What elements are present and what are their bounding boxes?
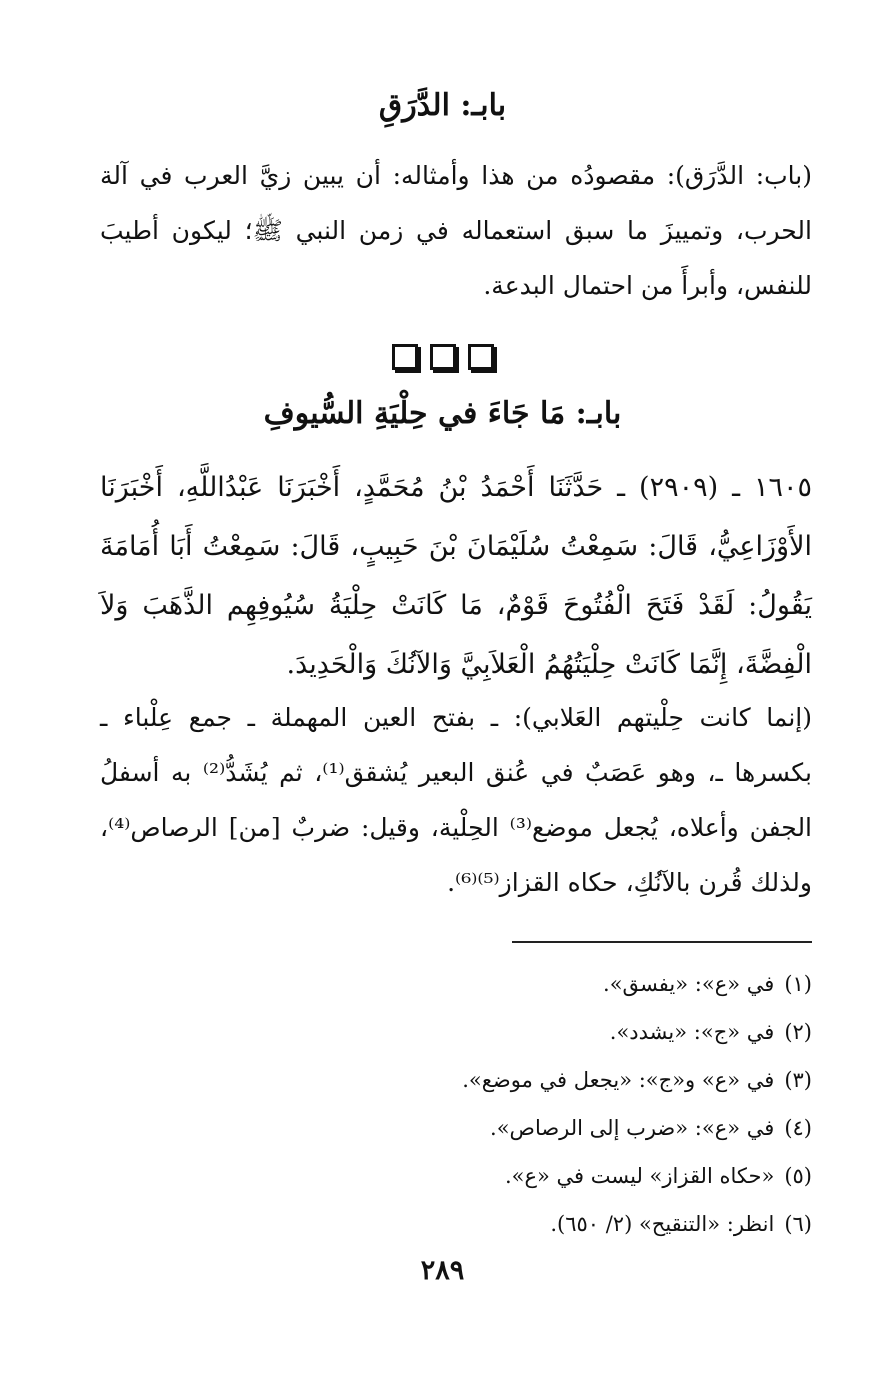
- footnote-number: (٣): [784, 1068, 812, 1092]
- footnote-number: (٢): [784, 1020, 812, 1044]
- footnote-text: في «ع»: «يفسق».: [603, 972, 775, 996]
- commentary-paragraph-alabi: [100, 690, 812, 910]
- footnote-item: [300, 960, 812, 1008]
- footnote-item: [300, 1104, 812, 1152]
- footnote-number: (١): [784, 972, 812, 996]
- footnote-number: (٥): [784, 1164, 812, 1188]
- chapter-heading-darq: بابـ: الدَّرَقِ: [378, 88, 507, 123]
- footnote-text: انظر: «التنقيح» (٢/ ٦٥٠).: [550, 1212, 775, 1236]
- footnote-item: [300, 1152, 812, 1200]
- footnote-divider: [512, 941, 812, 943]
- footnote-item: [300, 1056, 812, 1104]
- footnote-text: «حكاه القزاز» ليست في «ع».: [504, 1164, 775, 1188]
- footnote-text: في «ج»: «يشدد».: [609, 1020, 775, 1044]
- square-ornament-icon: [392, 344, 418, 370]
- commentary-text-darq: (باب: الدَّرَق): مقصودُه من هذا وأمثاله: أن يبين زيَّ العرب في آلة الحرب، وتمييزَ ما سبق استعماله في زمن النبي ﷺ؛ ليكون أطيبَ للنفس، وأبرأَ من احتمال البدعة.: [100, 161, 812, 300]
- page-number: ٢٨٩: [420, 1255, 465, 1286]
- footnotes: [300, 960, 812, 1248]
- chapter-heading-sword-ornament: بابـ: مَا جَاءَ في حِلْيَةِ السُّيوفِ: [263, 396, 622, 431]
- footnote-item: [300, 1008, 812, 1056]
- hadith-paragraph: [100, 458, 812, 694]
- commentary-text-alabi: (إنما كانت حِلْيتهم العَلابي): ـ بفتح العين المهملة ـ جمع عِلْباء ـ بكسرها ـ، وهو عَصَبٌ في عُنق البعير يُشقق⁽¹⁾، ثم يُشَدُّ⁽²⁾ به أسفلُ الجفن وأعلاه، يُجعل موضع⁽³⁾ الحِلْية، وقيل: ضربٌ [من] الرصاص⁽⁴⁾، ولذلك قُرن بالآنُكِ، حكاه القزاز⁽⁵⁾⁽⁶⁾.: [100, 703, 813, 897]
- footnote-text: في «ع»: «ضرب إلى الرصاص».: [490, 1116, 775, 1140]
- hadith-text: ١٦٠٥ ـ (٢٩٠٩) ـ حَدَّثَنَا أَحْمَدُ بْنُ مُحَمَّدٍ، أَخْبَرَنَا عَبْدُاللَّهِ، أَخْبَرَنَا الأَوْزَاعِيُّ، قَالَ: سَمِعْتُ سُلَيْمَانَ بْنَ حَبِيبٍ، قَالَ: سَمِعْتُ أَبَا أُمَامَةَ يَقُولُ: لَقَدْ فَتَحَ الْفُتُوحَ قَوْمٌ، مَا كَانَتْ حِلْيَةُ سُيُوفِهِم الذَّهَبَ وَلاَ الْفِضَّةَ، إِنَّمَا كَانَتْ حِلْيَتُهُمُ الْعَلاَبِيَّ وَالآنُكَ وَالْحَدِيدَ.: [100, 472, 812, 680]
- footnote-number: (٤): [784, 1116, 812, 1140]
- footnote-number: (٦): [784, 1212, 812, 1236]
- commentary-paragraph-darq: [100, 148, 812, 313]
- section-separator: [0, 338, 885, 371]
- footnote-text: في «ع» و«ج»: «يجعل في موضع».: [462, 1068, 775, 1092]
- square-ornament-icon: [468, 344, 494, 370]
- footnote-item: [300, 1200, 812, 1248]
- square-ornament-icon: [430, 344, 456, 370]
